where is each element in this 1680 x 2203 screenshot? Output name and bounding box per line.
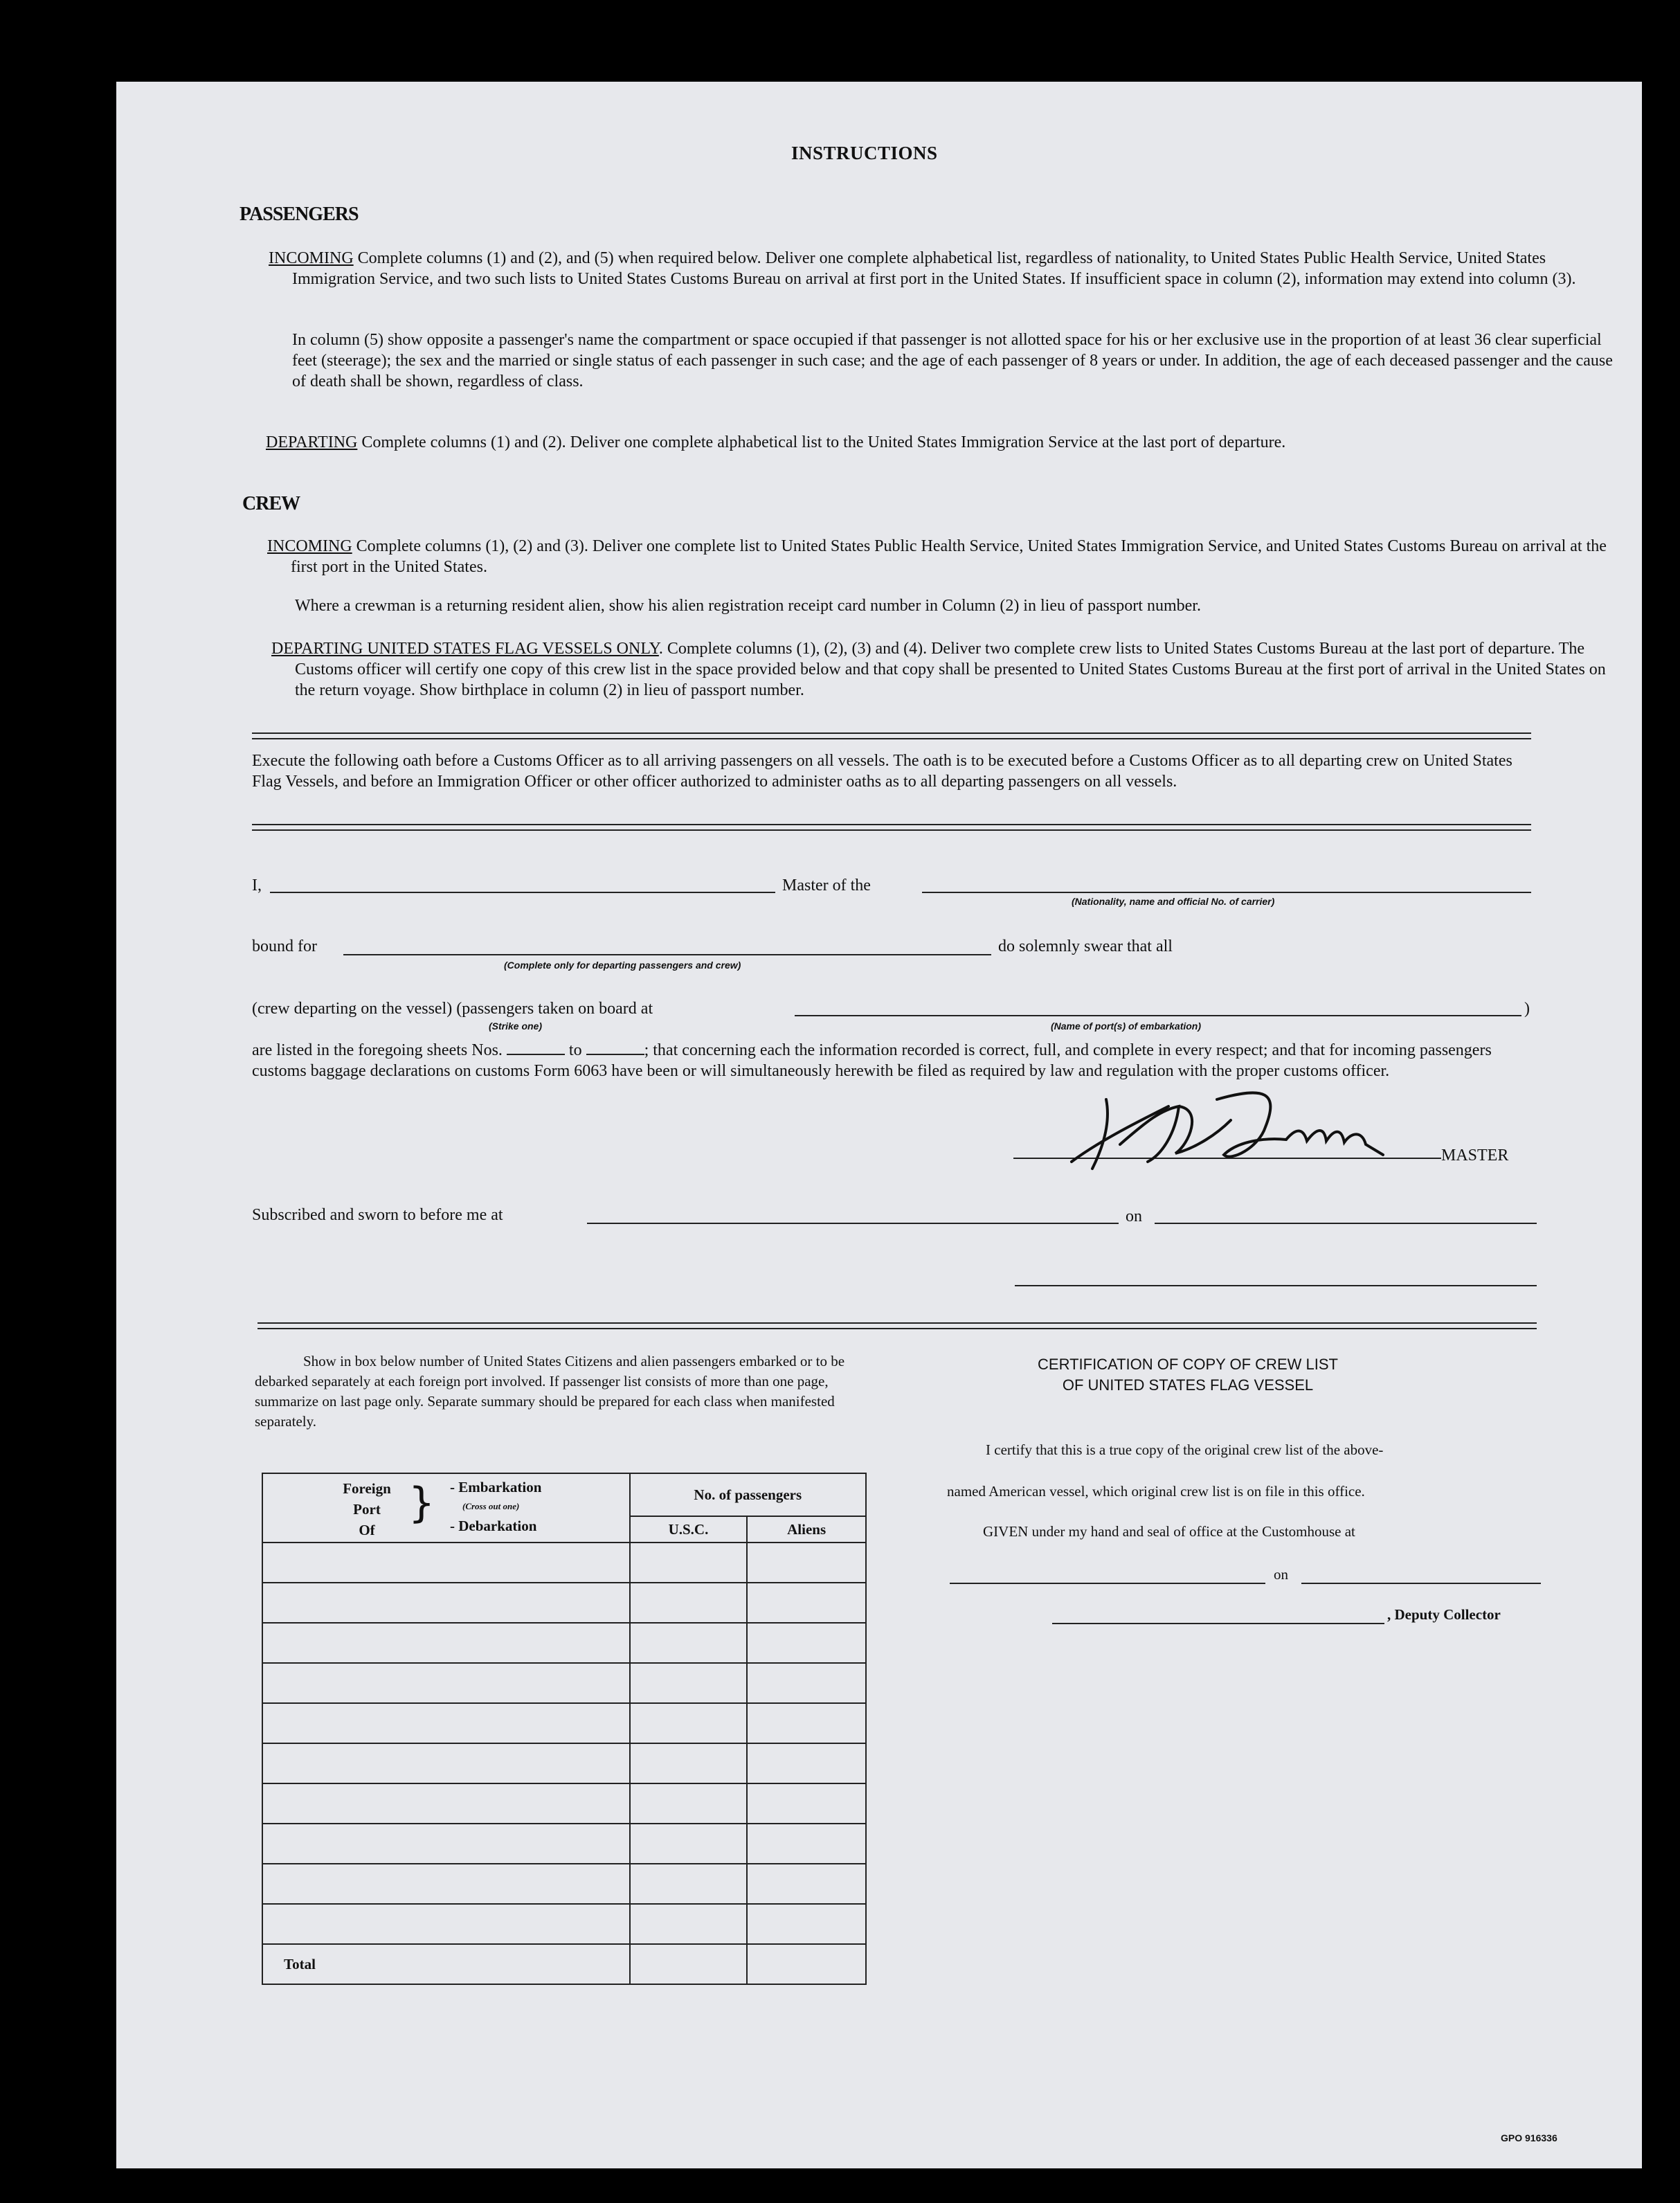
- aliens-cell[interactable]: [747, 1623, 866, 1663]
- sheets-before-text: are listed in the foregoing sheets Nos.: [252, 1041, 503, 1059]
- passengers-incoming-text: Complete columns (1) and (2), and (5) when required below. Deliver one complete alphabetical list, regardless of nationality, to United States Public Health Service, United States Immigration Service, and two such lists to United States Customs Bureau on arrival at first port in the United States. If insufficient space in column (2), information may extend into column (3).: [292, 249, 1576, 288]
- foreign-port-header-cell: [262, 1473, 630, 1543]
- aliens-cell[interactable]: [747, 1904, 866, 1944]
- brace-icon: }: [408, 1479, 435, 1527]
- table-row: [262, 1583, 866, 1623]
- usc-cell[interactable]: [630, 1583, 748, 1623]
- table-row: [262, 1623, 866, 1663]
- total-row: [262, 1944, 866, 1984]
- table-row: [262, 1904, 866, 1944]
- usc-cell[interactable]: [630, 1543, 748, 1583]
- sheet-from-field[interactable]: [507, 1040, 565, 1055]
- usc-total-cell[interactable]: [630, 1944, 748, 1984]
- usc-cell[interactable]: [630, 1623, 748, 1663]
- usc-header: U.S.C.: [630, 1516, 748, 1543]
- passengers-departing-label: DEPARTING: [266, 433, 358, 451]
- close-paren: ): [1524, 1000, 1530, 1018]
- crew-departing-label: DEPARTING UNITED STATES FLAG VESSELS ONLY: [271, 640, 659, 658]
- cross-out-label: (Cross out one): [462, 1501, 520, 1511]
- total-label: Total: [262, 1944, 630, 1984]
- table-row: [262, 1663, 866, 1703]
- certification-text2: named American vessel, which original crew list is on file in this office.: [947, 1483, 1365, 1500]
- port-cell[interactable]: [262, 1623, 630, 1663]
- certification-on-label: on: [1274, 1566, 1288, 1583]
- bound-for-label: bound for: [252, 937, 317, 955]
- strike-one-caption: (Strike one): [489, 1020, 543, 1032]
- sheets-to-text: to: [568, 1041, 582, 1059]
- customhouse-field[interactable]: [950, 1583, 1265, 1584]
- page-title: INSTRUCTIONS: [791, 143, 938, 163]
- table-row: [262, 1543, 866, 1583]
- passengers-heading: PASSENGERS: [240, 204, 359, 225]
- summary-instructions: Show in box below number of United States Citizens and alien passengers embarked or to be debarked separately at each foreign port involved. If passenger list consists of more than one page, summarize on last page only. Separate summary should be prepared for each class when manifested separately.: [255, 1353, 845, 1430]
- port-cell[interactable]: [262, 1864, 630, 1904]
- sworn-date-field[interactable]: [1155, 1223, 1537, 1224]
- aliens-cell[interactable]: [747, 1864, 866, 1904]
- port-label: Port: [353, 1501, 381, 1518]
- passengers-departing-text: Complete columns (1) and (2). Deliver one complete alphabetical list to the United States Immigration Service at the last port of departure.: [357, 433, 1286, 451]
- aliens-cell[interactable]: [747, 1583, 866, 1623]
- certification-heading-line2: OF UNITED STATES FLAG VESSEL: [1062, 1376, 1314, 1394]
- passengers-incoming-block: [269, 248, 1618, 289]
- bound-for-caption: (Complete only for departing passengers and crew): [504, 960, 741, 971]
- aliens-cell[interactable]: [747, 1824, 866, 1864]
- sheets-after-text: ; that concerning each the information recorded is correct, full, and complete in every respect; and that for incoming passengers customs baggage declarations on customs Form 6063 have been or will simultaneously herewith be filed as required by law and regulation with the proper customs officer.: [252, 1041, 1492, 1080]
- of-label: Of: [359, 1522, 375, 1538]
- crew-resident-text: Where a crewman is a returning resident alien, show his alien registration receipt card number in Column (2) in lieu of passport number.: [295, 597, 1201, 615]
- table-row: [262, 1783, 866, 1824]
- num-passengers-header: No. of passengers: [630, 1473, 866, 1516]
- oath-sheets-paragraph: [252, 1040, 1526, 1081]
- certification-heading: [939, 1354, 1437, 1396]
- usc-cell[interactable]: [630, 1904, 748, 1944]
- subscribed-label: Subscribed and sworn to before me at: [252, 1206, 503, 1224]
- certification-text1: I certify that this is a true copy of the original crew list of the above-: [986, 1441, 1384, 1458]
- debarkation-label: - Debarkation: [450, 1518, 537, 1534]
- crew-departing-block: [271, 638, 1618, 701]
- embarkation-port-field[interactable]: [795, 1015, 1521, 1016]
- usc-cell[interactable]: [630, 1864, 748, 1904]
- sheet-to-field[interactable]: [586, 1040, 644, 1055]
- officer-signature-field[interactable]: [1015, 1285, 1537, 1286]
- master-of-the-label: Master of the: [782, 876, 871, 894]
- table-row: [262, 1824, 866, 1864]
- form-sheet: [116, 82, 1642, 2168]
- port-cell[interactable]: [262, 1824, 630, 1864]
- aliens-cell[interactable]: [747, 1543, 866, 1583]
- aliens-header: Aliens: [747, 1516, 866, 1543]
- table-row: [262, 1703, 866, 1743]
- aliens-cell[interactable]: [747, 1663, 866, 1703]
- crew-heading: CREW: [242, 493, 300, 514]
- passenger-summary-table: [262, 1473, 867, 1985]
- crew-incoming-text: Complete columns (1), (2) and (3). Deliver one complete list to United States Public Health Service, United States Immigration Service, and United States Customs Bureau on arrival at the first port in the United States.: [291, 537, 1607, 576]
- aliens-cell[interactable]: [747, 1783, 866, 1824]
- divider: [258, 1322, 1537, 1329]
- sworn-place-field[interactable]: [587, 1223, 1119, 1224]
- crew-incoming-label: INCOMING: [267, 537, 352, 555]
- swear-text: do solemnly swear that all: [998, 937, 1173, 955]
- passengers-departing-block: [266, 432, 1618, 453]
- oath-i-label: I,: [252, 876, 262, 894]
- table-row: [262, 1864, 866, 1904]
- foreign-label: Foreign: [343, 1480, 391, 1497]
- port-cell[interactable]: [262, 1543, 630, 1583]
- usc-cell[interactable]: [630, 1743, 748, 1783]
- port-caption: (Name of port(s) of embarkation): [1051, 1020, 1202, 1032]
- port-cell[interactable]: [262, 1783, 630, 1824]
- certification-heading-line1: CERTIFICATION OF COPY OF CREW LIST: [1038, 1356, 1338, 1373]
- usc-cell[interactable]: [630, 1783, 748, 1824]
- port-cell[interactable]: [262, 1663, 630, 1703]
- bound-for-field[interactable]: [343, 954, 991, 955]
- aliens-total-cell[interactable]: [747, 1944, 866, 1984]
- crew-departing-text: . Complete columns (1), (2), (3) and (4). Deliver two complete crew lists to United States Customs Bureau at the last port of departure. The Customs officer will certify one copy of this crew list in the space provided below and that copy shall be presented to United States Customs Bureau at the first port of arrival in the United States on the return voyage. Show birthplace in column (2) in lieu of passport number.: [295, 640, 1606, 699]
- crew-passengers-text: (crew departing on the vessel) (passengers taken on board at: [252, 1000, 653, 1018]
- passengers-incoming-label: INCOMING: [269, 249, 354, 267]
- usc-cell[interactable]: [630, 1824, 748, 1864]
- port-cell[interactable]: [262, 1904, 630, 1944]
- crew-incoming-block: [267, 536, 1618, 577]
- port-cell[interactable]: [262, 1583, 630, 1623]
- table-row: [262, 1743, 866, 1783]
- carrier-field[interactable]: [922, 892, 1531, 893]
- usc-cell[interactable]: [630, 1663, 748, 1703]
- deputy-collector-label: , Deputy Collector: [1387, 1606, 1501, 1623]
- master-name-field[interactable]: [270, 892, 775, 893]
- oath-intro: Execute the following oath before a Customs Officer as to all arriving passengers on all vessels. The oath is to be executed before a Customs Officer as to all departing crew on United States Flag Vessels, and before an Immigration Officer or other officer authorized to administer oaths as to all departing passengers on all vessels.: [252, 752, 1512, 791]
- aliens-cell[interactable]: [747, 1703, 866, 1743]
- divider: [252, 732, 1531, 739]
- port-cell[interactable]: [262, 1743, 630, 1783]
- aliens-cell[interactable]: [747, 1743, 866, 1783]
- master-signature: [1058, 1079, 1445, 1176]
- port-cell[interactable]: [262, 1703, 630, 1743]
- certification-date-field[interactable]: [1301, 1583, 1541, 1584]
- master-label: MASTER: [1441, 1147, 1509, 1165]
- carrier-caption: (Nationality, name and official No. of carrier): [1072, 896, 1275, 907]
- deputy-collector-signature-field[interactable]: [1052, 1623, 1384, 1624]
- passengers-column5-text: In column (5) show opposite a passenger's name the compartment or space occupied if that passenger is not allotted space for his or her exclusive use in the proportion of at least 36 clear superficial feet (steerage); the sex and the married or single status of each passenger in such case; and the age of each passenger of 8 years or under. In addition, the age of each deceased passenger and the cause of death shall be shown, regardless of class.: [292, 331, 1613, 390]
- certification-text3: GIVEN under my hand and seal of office at the Customhouse at: [983, 1523, 1355, 1540]
- gpo-code: GPO 916336: [1501, 2132, 1557, 2143]
- usc-cell[interactable]: [630, 1703, 748, 1743]
- embarkation-label: - Embarkation: [450, 1479, 542, 1495]
- sworn-on-label: on: [1126, 1207, 1142, 1225]
- divider: [252, 824, 1531, 831]
